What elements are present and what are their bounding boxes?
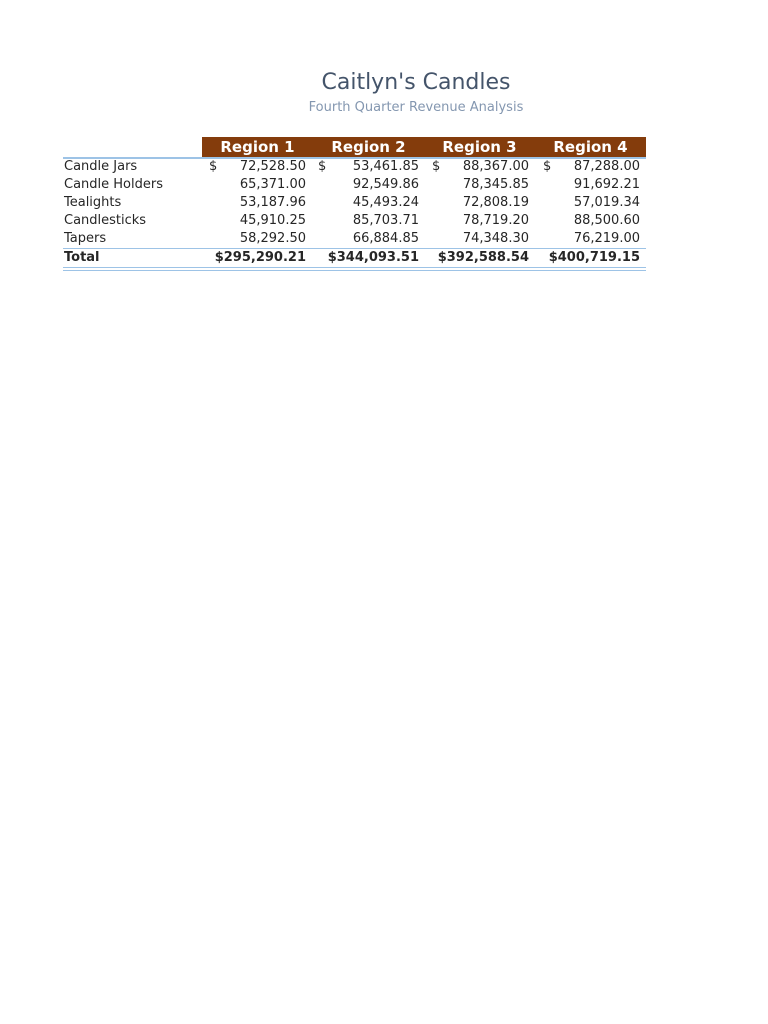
currency-symbol: $ bbox=[318, 159, 327, 174]
page-subtitle: Fourth Quarter Revenue Analysis bbox=[308, 100, 524, 115]
cell-value: 91,692.21 bbox=[573, 177, 640, 192]
row-label: Tapers bbox=[64, 231, 107, 246]
header-region-3: Region 3 bbox=[442, 138, 517, 156]
table-row bbox=[63, 194, 646, 212]
row-label: Candle Jars bbox=[64, 159, 138, 174]
header-region-2: Region 2 bbox=[331, 138, 406, 156]
header-region-4: Region 4 bbox=[553, 138, 628, 156]
currency-symbol: $ bbox=[209, 159, 218, 174]
cell-value: 53,187.96 bbox=[239, 195, 306, 210]
cell-value: 57,019.34 bbox=[573, 195, 640, 210]
total-row bbox=[63, 249, 646, 267]
total-value: $344,093.51 bbox=[327, 250, 419, 265]
page-title: Caitlyn's Candles bbox=[321, 70, 511, 95]
cell-value: 45,493.24 bbox=[352, 195, 419, 210]
table-row bbox=[63, 176, 646, 194]
cell-value: 58,292.50 bbox=[239, 231, 306, 246]
cell-value: 66,884.85 bbox=[352, 231, 419, 246]
cell-value: 85,703.71 bbox=[352, 213, 419, 228]
total-value: $295,290.21 bbox=[214, 250, 306, 265]
cell-value: 92,549.86 bbox=[352, 177, 419, 192]
cell-value: 76,219.00 bbox=[573, 231, 640, 246]
cell-value: 53,461.85 bbox=[352, 159, 419, 174]
cell-value: 72,808.19 bbox=[462, 195, 529, 210]
table-row bbox=[63, 212, 646, 230]
table-row bbox=[63, 230, 646, 248]
cell-value: 45,910.25 bbox=[239, 213, 306, 228]
cell-value: 65,371.00 bbox=[239, 177, 306, 192]
cell-value: 87,288.00 bbox=[573, 159, 640, 174]
cell-value: 74,348.30 bbox=[462, 231, 529, 246]
cell-value: 88,367.00 bbox=[462, 159, 529, 174]
cell-value: 78,345.85 bbox=[462, 177, 529, 192]
currency-symbol: $ bbox=[543, 159, 552, 174]
row-label: Tealights bbox=[64, 195, 122, 210]
row-label: Candle Holders bbox=[64, 177, 163, 192]
total-value: $400,719.15 bbox=[548, 250, 640, 265]
total-value: $392,588.54 bbox=[437, 250, 529, 265]
cell-value: 72,528.50 bbox=[239, 159, 306, 174]
cell-value: 78,719.20 bbox=[462, 213, 529, 228]
currency-symbol: $ bbox=[432, 159, 441, 174]
total-rule-bottom bbox=[63, 267, 646, 271]
table-header-row bbox=[63, 137, 646, 157]
total-label: Total bbox=[64, 250, 100, 265]
cell-value: 88,500.60 bbox=[573, 213, 640, 228]
table-row bbox=[63, 158, 646, 176]
row-label: Candlesticks bbox=[64, 213, 147, 228]
header-region-1: Region 1 bbox=[220, 138, 295, 156]
revenue-table bbox=[63, 137, 646, 271]
